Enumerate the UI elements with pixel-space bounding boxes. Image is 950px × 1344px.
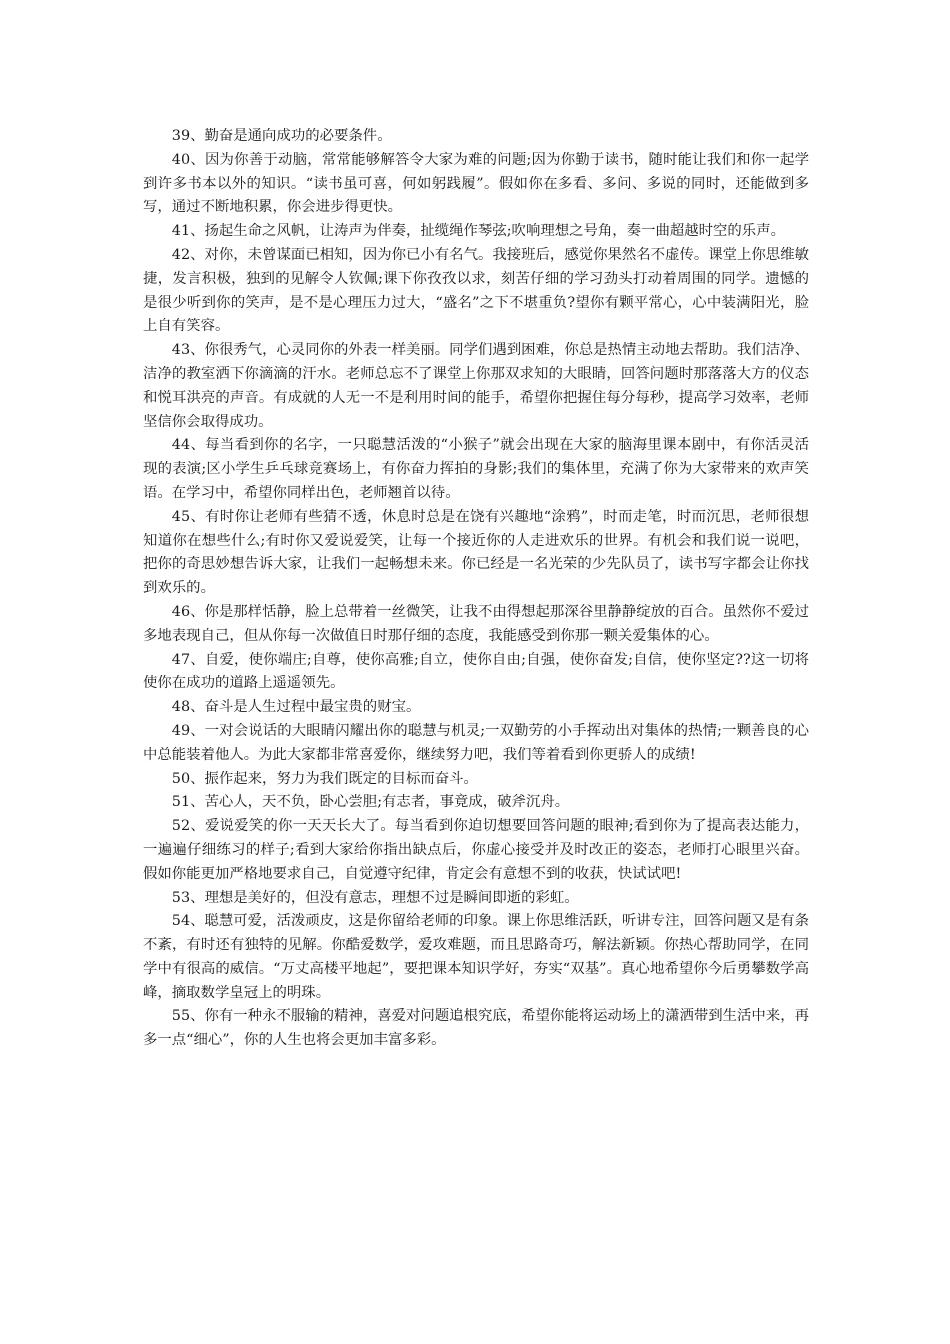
paragraph-55: 55、你有一种永不服输的精神，喜爱对问题追根究底，希望你能将运动场上的潇洒带到生活中来，再多一点“细心”，你的人生也将会更加丰富多彩。 bbox=[143, 1008, 809, 1049]
paragraph-49: 49、一对会说话的大眼睛闪耀出你的聪慧与机灵;一双勤劳的小手挥动出对集体的热情;一颗善良的心中总能装着他人。为此大家都非常喜爱你，继续努力吧，我们等着看到你更骄人的成绩! bbox=[143, 722, 809, 763]
paragraph-39: 39、勤奋是通向成功的必要条件。 bbox=[171, 128, 392, 144]
paragraph-40: 40、因为你善于动脑，常常能够解答令大家为难的问题;因为你勤于读书，随时能让我们和你一起学到许多书本以外的知识。“读书虽可喜，何如躬践履”。假如你在多看、多问、多说的同时，还能做到多写，通过不断地积累，你会进步得更快。 bbox=[143, 151, 809, 216]
paragraph-53: 53、理想是美好的，但没有意志，理想不过是瞬间即逝的彩虹。 bbox=[171, 889, 579, 906]
paragraph-52: 52、爱说爱笑的你一天天长大了。每当看到你迫切想要回答问题的眼神;看到你为了提高表达能力，一遍遍仔细练习的样子;看到大家给你指出缺点后，你虚心接受并及时改正的姿态，老师打心眼里兴奋。假如你能更加严格地要求自己，自觉遵守纪律，肯定会有意想不到的收获，快试试吧! bbox=[143, 818, 809, 882]
document-body bbox=[143, 125, 809, 1053]
paragraph-47: 47、自爱，使你端庄;自尊，使你高雅;自立，使你自由;自强，使你奋发;自信，使你坚定??这一切将使你在成功的道路上遥遥领先。 bbox=[143, 651, 809, 692]
paragraph-54: 54、聪慧可爱，活泼顽皮，这是你留给老师的印象。课上你思维活跃，听讲专注，回答问题又是有条不紊，有时还有独特的见解。你酷爱数学，爱攻难题，而且思路奇巧，解法新颖。你热心帮助同学，在同学中有很高的威信。“万丈高楼平地起”，要把课本知识学好，夯实“双基”。真心地希望你今后勇攀数学高峰，摘取数学皇冠上的明珠。 bbox=[143, 913, 809, 1001]
paragraph-46: 46、你是那样恬静，脸上总带着一丝微笑，让我不由得想起那深谷里静静绽放的百合。虽然你不爱过多地表现自己，但从你每一次做值日时那仔细的态度，我能感受到你那一颗关爱集体的心。 bbox=[143, 603, 809, 644]
paragraph-44: 44、每当看到你的名字，一只聪慧活泼的“小猴子”就会出现在大家的脑海里课本剧中，有你活灵活现的表演;区小学生乒乓球竞赛场上，有你奋力挥拍的身影;我们的集体里，充满了你为大家带来的欢声笑语。在学习中，希望你同样出色，老师翘首以待。 bbox=[143, 437, 809, 501]
paragraph-41: 41、扬起生命之风帆，让涛声为伴奏，扯缆绳作琴弦;吹响理想之号角，奏一曲超越时空的乐声。 bbox=[171, 223, 785, 240]
paragraph-45: 45、有时你让老师有些猜不透，休息时总是在饶有兴趣地“涂鸦”，时而走笔，时而沉思，老师很想知道你在想些什么;有时你又爱说爱笑，让每一个接近你的人走进欢乐的世界。有机会和我们说一说吧，把你的奇思妙想告诉大家，让我们一起畅想未来。你已经是一名光荣的少先队员了，读书写字都会让你找到欢乐的。 bbox=[143, 508, 809, 597]
paragraph-42: 42、对你，未曾谋面已相知，因为你已小有名气。我接班后，感觉你果然名不虚传。课堂上你思维敏捷，发言积极，独到的见解令人钦佩;课下你孜孜以求，刻苦仔细的学习劲头打动着周围的同学。遗憾的是很少听到你的笑声，是不是心理压力过大，“盛名”之下不堪重负?望你有颗平常心，心中装满阳光，脸上自有笑容。 bbox=[143, 246, 809, 335]
paragraph-51: 51、苦心人，天不负，卧心尝胆;有志者，事竟成，破斧沉舟。 bbox=[171, 794, 570, 811]
paragraph-43: 43、你很秀气，心灵同你的外表一样美丽。同学们遇到困难，你总是热情主动地去帮助。我们洁净、洁净的教室洒下你滴滴的汗水。老师总忘不了课堂上你那双求知的大眼睛，回答问题时那落落大方的仪态和悦耳洪亮的声音。有成就的人无一不是利用时间的能手，希望你把握住每分每秒，提高学习效率，老师坚信你会取得成功。 bbox=[143, 342, 809, 430]
paragraph-50: 50、振作起来，努力为我们既定的目标而奋斗。 bbox=[171, 770, 478, 787]
paragraph-48: 48、奋斗是人生过程中最宝贵的财宝。 bbox=[171, 699, 421, 716]
